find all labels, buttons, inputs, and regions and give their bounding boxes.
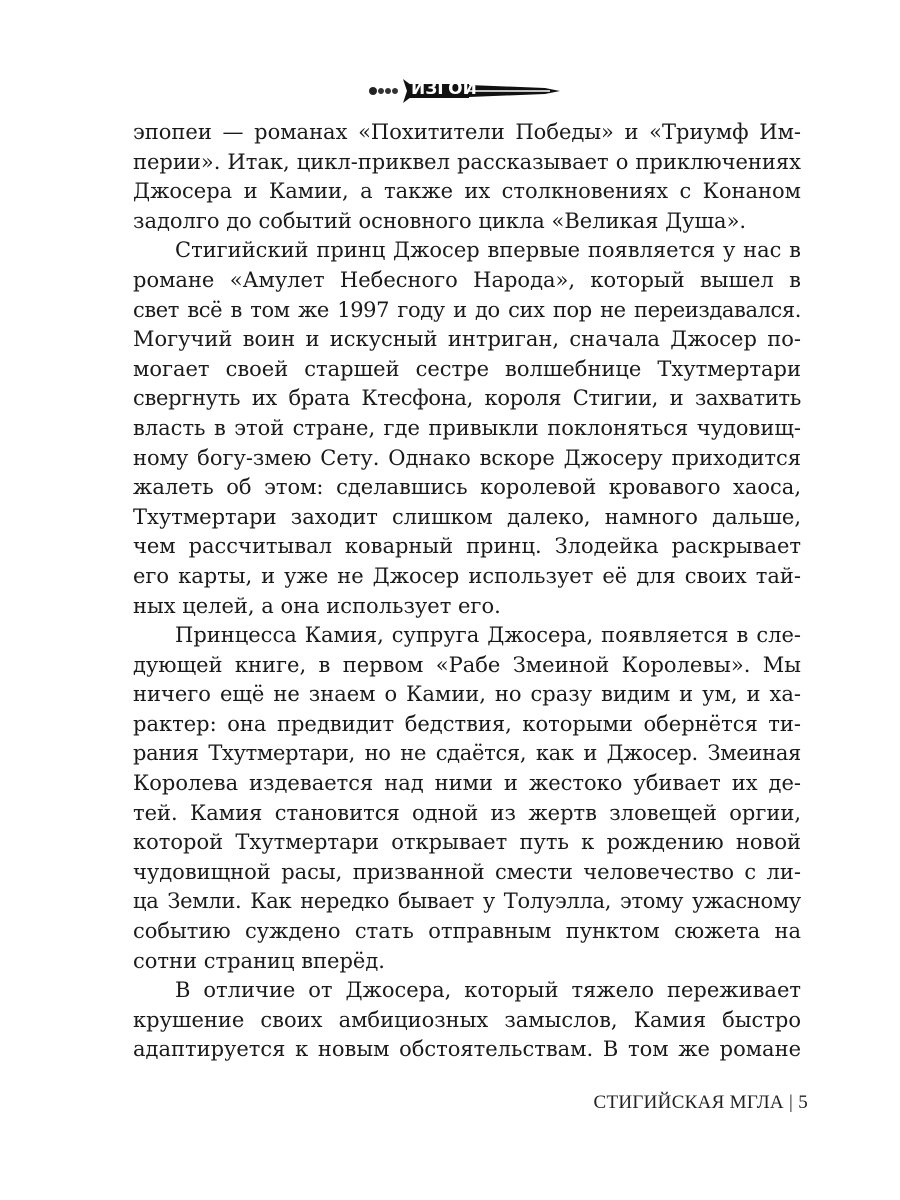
text-line: ничего ещё не знаем о Камии, но сразу видим и ум, и ха- xyxy=(133,682,801,707)
text-line: событию суждено стать отправным пунктом сюжета на xyxy=(133,919,801,944)
text-line: свергнуть их брата Ктесфона, короля Стигии, и захватить xyxy=(133,386,801,411)
text-line: дующей книге, в первом «Рабе Змеиной Королевы». Мы xyxy=(133,652,801,677)
text-line: эпопеи — романах «Похитители Победы» и «Триумф Им- xyxy=(133,120,801,144)
text-line: чудовищной расы, призванной смести человечество с ли- xyxy=(133,859,801,884)
text-line: Стигийский принц Джосер впервые появляется у нас в xyxy=(175,238,801,263)
series-logo-sword xyxy=(365,76,560,106)
text-line: ных целей, а она использует его. xyxy=(133,593,501,618)
text-line: ца Земли. Как нередко бывает у Толуэлла, этому ужасному xyxy=(133,889,801,914)
text-line: ному богу-змею Сету. Однако вскоре Джосеру приходится xyxy=(133,445,801,470)
text-line: романе «Амулет Небесного Народа», который вышел в xyxy=(133,267,801,292)
text-line: перии». Итак, цикл-приквел рассказывает о приключениях xyxy=(133,149,801,174)
text-line: свет всё в том же 1997 году и до сих пор не переиздавался. xyxy=(133,297,801,322)
text-line: тей. Камия становится одной из жертв зловещей оргии, xyxy=(133,800,801,825)
text-line: задолго до событий основного цикла «Великая Душа». xyxy=(133,208,747,233)
text-line: которой Тхутмертари открывает путь к рождению новой xyxy=(133,830,801,855)
text-line: власть в этой стране, где привыкли поклоняться чудовищ- xyxy=(133,415,801,440)
text-line: Королева издевается над ними и жестоко убивает их де- xyxy=(133,771,801,796)
text-line: Джосера и Камии, а также их столкновениях с Конаном xyxy=(133,179,801,204)
text-line: крушение своих амбициозных замыслов, Камия быстро xyxy=(133,1007,801,1032)
series-logo-text: ИЗГОИ xyxy=(411,79,477,99)
text-line: адаптируется к новым обстоятельствам. В том же романе xyxy=(133,1037,801,1062)
footer-separator: | xyxy=(789,1092,794,1113)
text-line: Принцесса Камия, супруга Джосера, появляется в сле- xyxy=(175,623,801,648)
text-line: Могучий воин и искусный интриган, сначала Джосер по- xyxy=(133,327,801,352)
text-line: могает своей старшей сестре волшебнице Тхутмертари xyxy=(133,356,801,381)
text-line: его карты, и уже не Джосер использует её для своих тай- xyxy=(133,563,801,588)
text-line: жалеть об этом: сделавшись королевой кровавого хаоса, xyxy=(133,475,801,500)
text-line: рактер: она предвидит бедствия, которыми обернётся ти- xyxy=(133,711,801,736)
text-line: Тхутмертари заходит слишком далеко, намного дальше, xyxy=(133,504,801,529)
text-line: сотни страниц вперёд. xyxy=(133,948,385,973)
running-title: СТИГИЙСКАЯ МГЛА xyxy=(593,1092,784,1113)
text-line: В отличие от Джосера, который тяжело переживает xyxy=(175,978,801,1003)
text-line: чем рассчитывал коварный принц. Злодейка раскрывает xyxy=(133,534,801,559)
body-text xyxy=(133,118,801,1065)
text-line: рания Тхутмертари, но не сдаётся, как и Джосер. Змеиная xyxy=(133,741,801,766)
page-footer xyxy=(593,1092,808,1114)
page-number: 5 xyxy=(798,1092,808,1113)
